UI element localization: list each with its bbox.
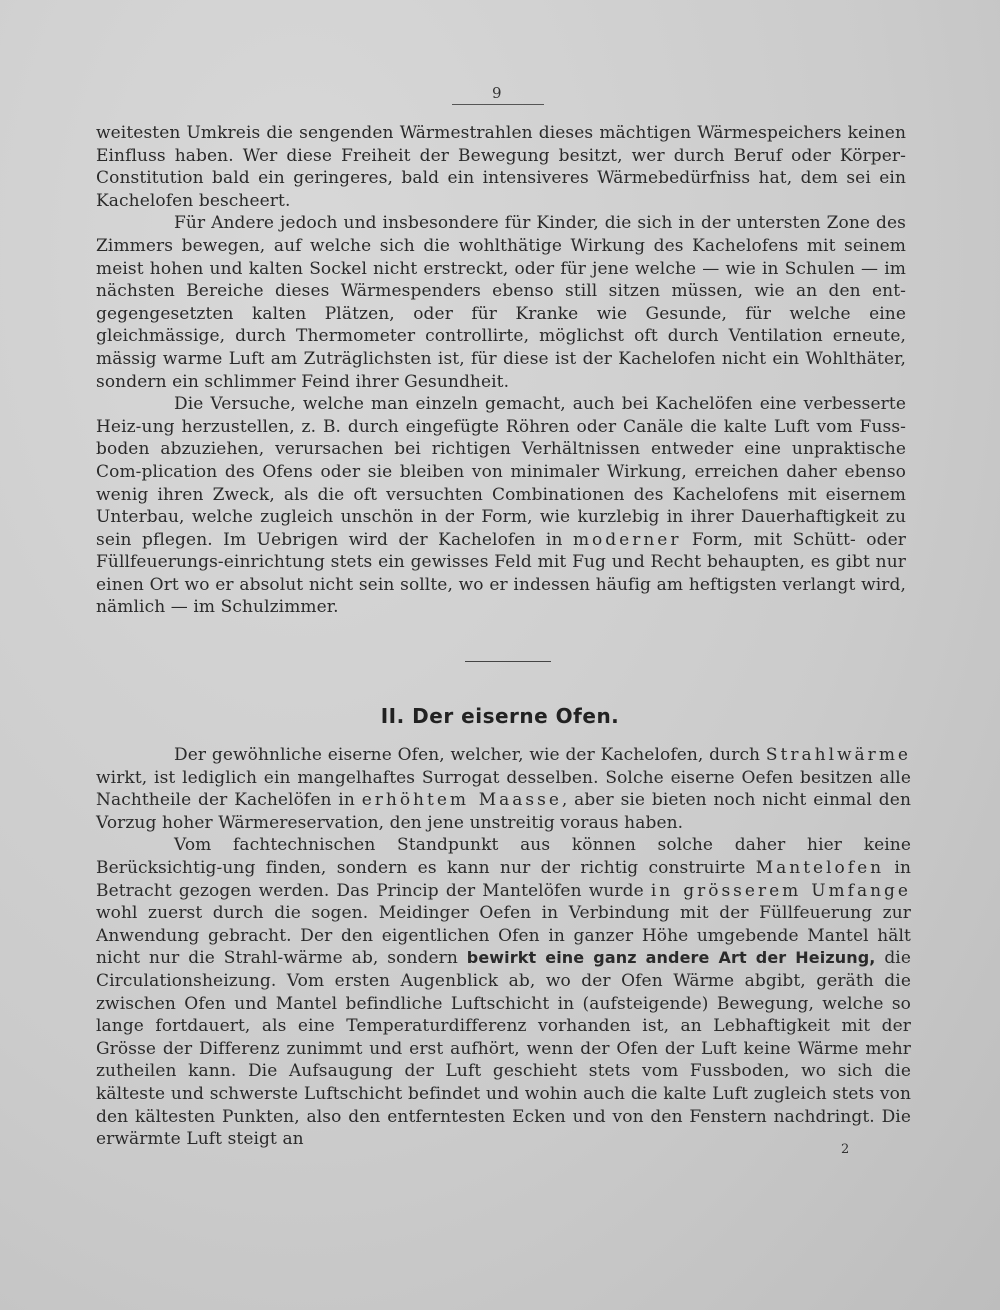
signature-mark: 2 [841, 1142, 850, 1157]
bold-emphasis-text: bewirkt eine ganz andere Art der Heizung, [466, 948, 876, 968]
paragraph-experiments [96, 393, 906, 619]
paragraph-mantle-stove [96, 834, 911, 1150]
text-run: Vom fachtechnischen Standpunkt aus können solche daher hier keine Berücksichtig-ung finden, sondern es kann nur der richtig construirte [96, 835, 911, 878]
paragraph-continuation: weitesten Umkreis die sengenden Wärmestrahlen dieses mächtigen Wärmespeichers keinen Einfluss haben. Wer diese Freiheit der Bewegung besitzt, wer durch Beruf oder Körper-Constitution bald ein geringeres, bald ein intensiveres Wärmebedürfniss hat, dem sei ein Kachelofen bescheert. [96, 123, 906, 211]
text-run: wohl zuerst durch die sogen. Meidinger Oefen in Verbindung mit der Füllfeuerung zur Anwendung gebracht. Der den eigentlichen Ofen in ganzer Höhe umgebende Mantel hält nicht nur die Strahl-wärme ab, sondern [96, 903, 911, 969]
paragraph-children: Für Andere jedoch und insbesondere für Kinder, die sich in der untersten Zone des Zimmers bewegen, auf welche sich die wohlthätige Wirkung des Kachelofens mit seinem meist hohen und kalten Sockel nicht erstreckt, oder für jene welche — wie in Schulen — im nächsten Bereiche dieses Wärmespenders ebenso still sitzen müssen, wie an den ent-gegengesetzten kalten Plätzen, oder für Kranke wie Gesunde, für welche eine gleichmässige, durch Thermometer controllirte, möglichst oft durch Ventilation erneute, mässig warme Luft am Zuträglichsten ist, für diese ist der Kachelofen nicht ein Wohlthäter, sondern ein schlimmer Feind ihrer Gesundheit. [96, 213, 906, 392]
header-rule [452, 104, 544, 105]
emphasis-text: erhöhtem Maasse [361, 790, 562, 811]
emphasis-text: in grösserem Umfange [650, 880, 911, 901]
emphasis-text: moderner [572, 529, 682, 550]
body-text-top [96, 122, 906, 619]
emphasis-text: Strahlwärme [765, 745, 911, 765]
emphasis-text: Mantelofen [755, 857, 885, 878]
section-divider [465, 661, 551, 662]
paragraph-iron-stove [96, 744, 911, 834]
text-run: Form, mit Schütt- oder Füllfeuerungs-einrichtung stets ein gewisses Feld mit Fug und Recht behaupten, es gibt nur einen Ort wo er absolut nicht sein sollte, wo er indessen häufig am heftigsten verlangt wird, nämlich — im Schulzimmer. [96, 529, 906, 618]
page-number: 9 [492, 84, 502, 102]
text-run: in Betracht gezogen werden. Das Princip der Mantelöfen wurde [96, 857, 911, 901]
text-run: Die Versuche, welche man einzeln gemacht, auch bei Kachelöfen eine verbesserte Heiz-ung herzustellen, z. B. durch eingefügte Röhren oder Canäle die kalte Luft vom Fuss-boden abzuziehen, verursachen bei richtigen Verhältnissen entweder eine unpraktische Com-plication des Ofens oder sie bleiben von minimaler Wirkung, erreichen daher ebenso wenig ihren Zweck, als die oft versuchten Combinationen des Kachelofens mit eisernem Unterbau, welche zugleich unschön in der Form, wie kurzlebig in ihrer Dauerhaftigkeit zu sein pflegen. Im Uebrigen wird der Kachelofen in [96, 394, 906, 550]
text-run: , aber sie bieten noch nicht einmal den Vorzug hoher Wärmereservation, den jene unstreitig voraus haben. [96, 790, 911, 833]
text-run: die Circulationsheizung. Vom ersten Augenblick ab, wo der Ofen Wärme abgibt, geräth die zwischen Ofen und Mantel befindliche Luftschicht in (aufsteigende) Bewegung, welche so lange fortdauert, als eine Temperaturdifferenz vorhanden ist, an Lebhaftigkeit mit der Grösse der Differenz zunimmt und erst aufhört, wenn der Ofen der Luft keine Wärme mehr zutheilen kann. Die Aufsaugung der Luft geschieht stets vom Fussboden, wo sich die kälteste und schwerste Luftschicht befindet und wohin auch die kalte Luft zugleich stets von den kältesten Punkten, also den entferntesten Ecken und von den Fenstern nachdringt. Die erwärmte Luft steigt an [96, 948, 911, 1150]
body-text-section [96, 744, 911, 1151]
section-heading: II. Der eiserne Ofen. [380, 704, 620, 728]
text-run: wirkt, ist lediglich ein mangelhaftes Surrogat desselben. Solche eiserne Oefen besitzen alle Nachtheile der Kachelöfen in [96, 767, 911, 811]
text-run: Der gewöhnliche eiserne Ofen, welcher, wie der Kachelofen, durch [174, 745, 766, 765]
